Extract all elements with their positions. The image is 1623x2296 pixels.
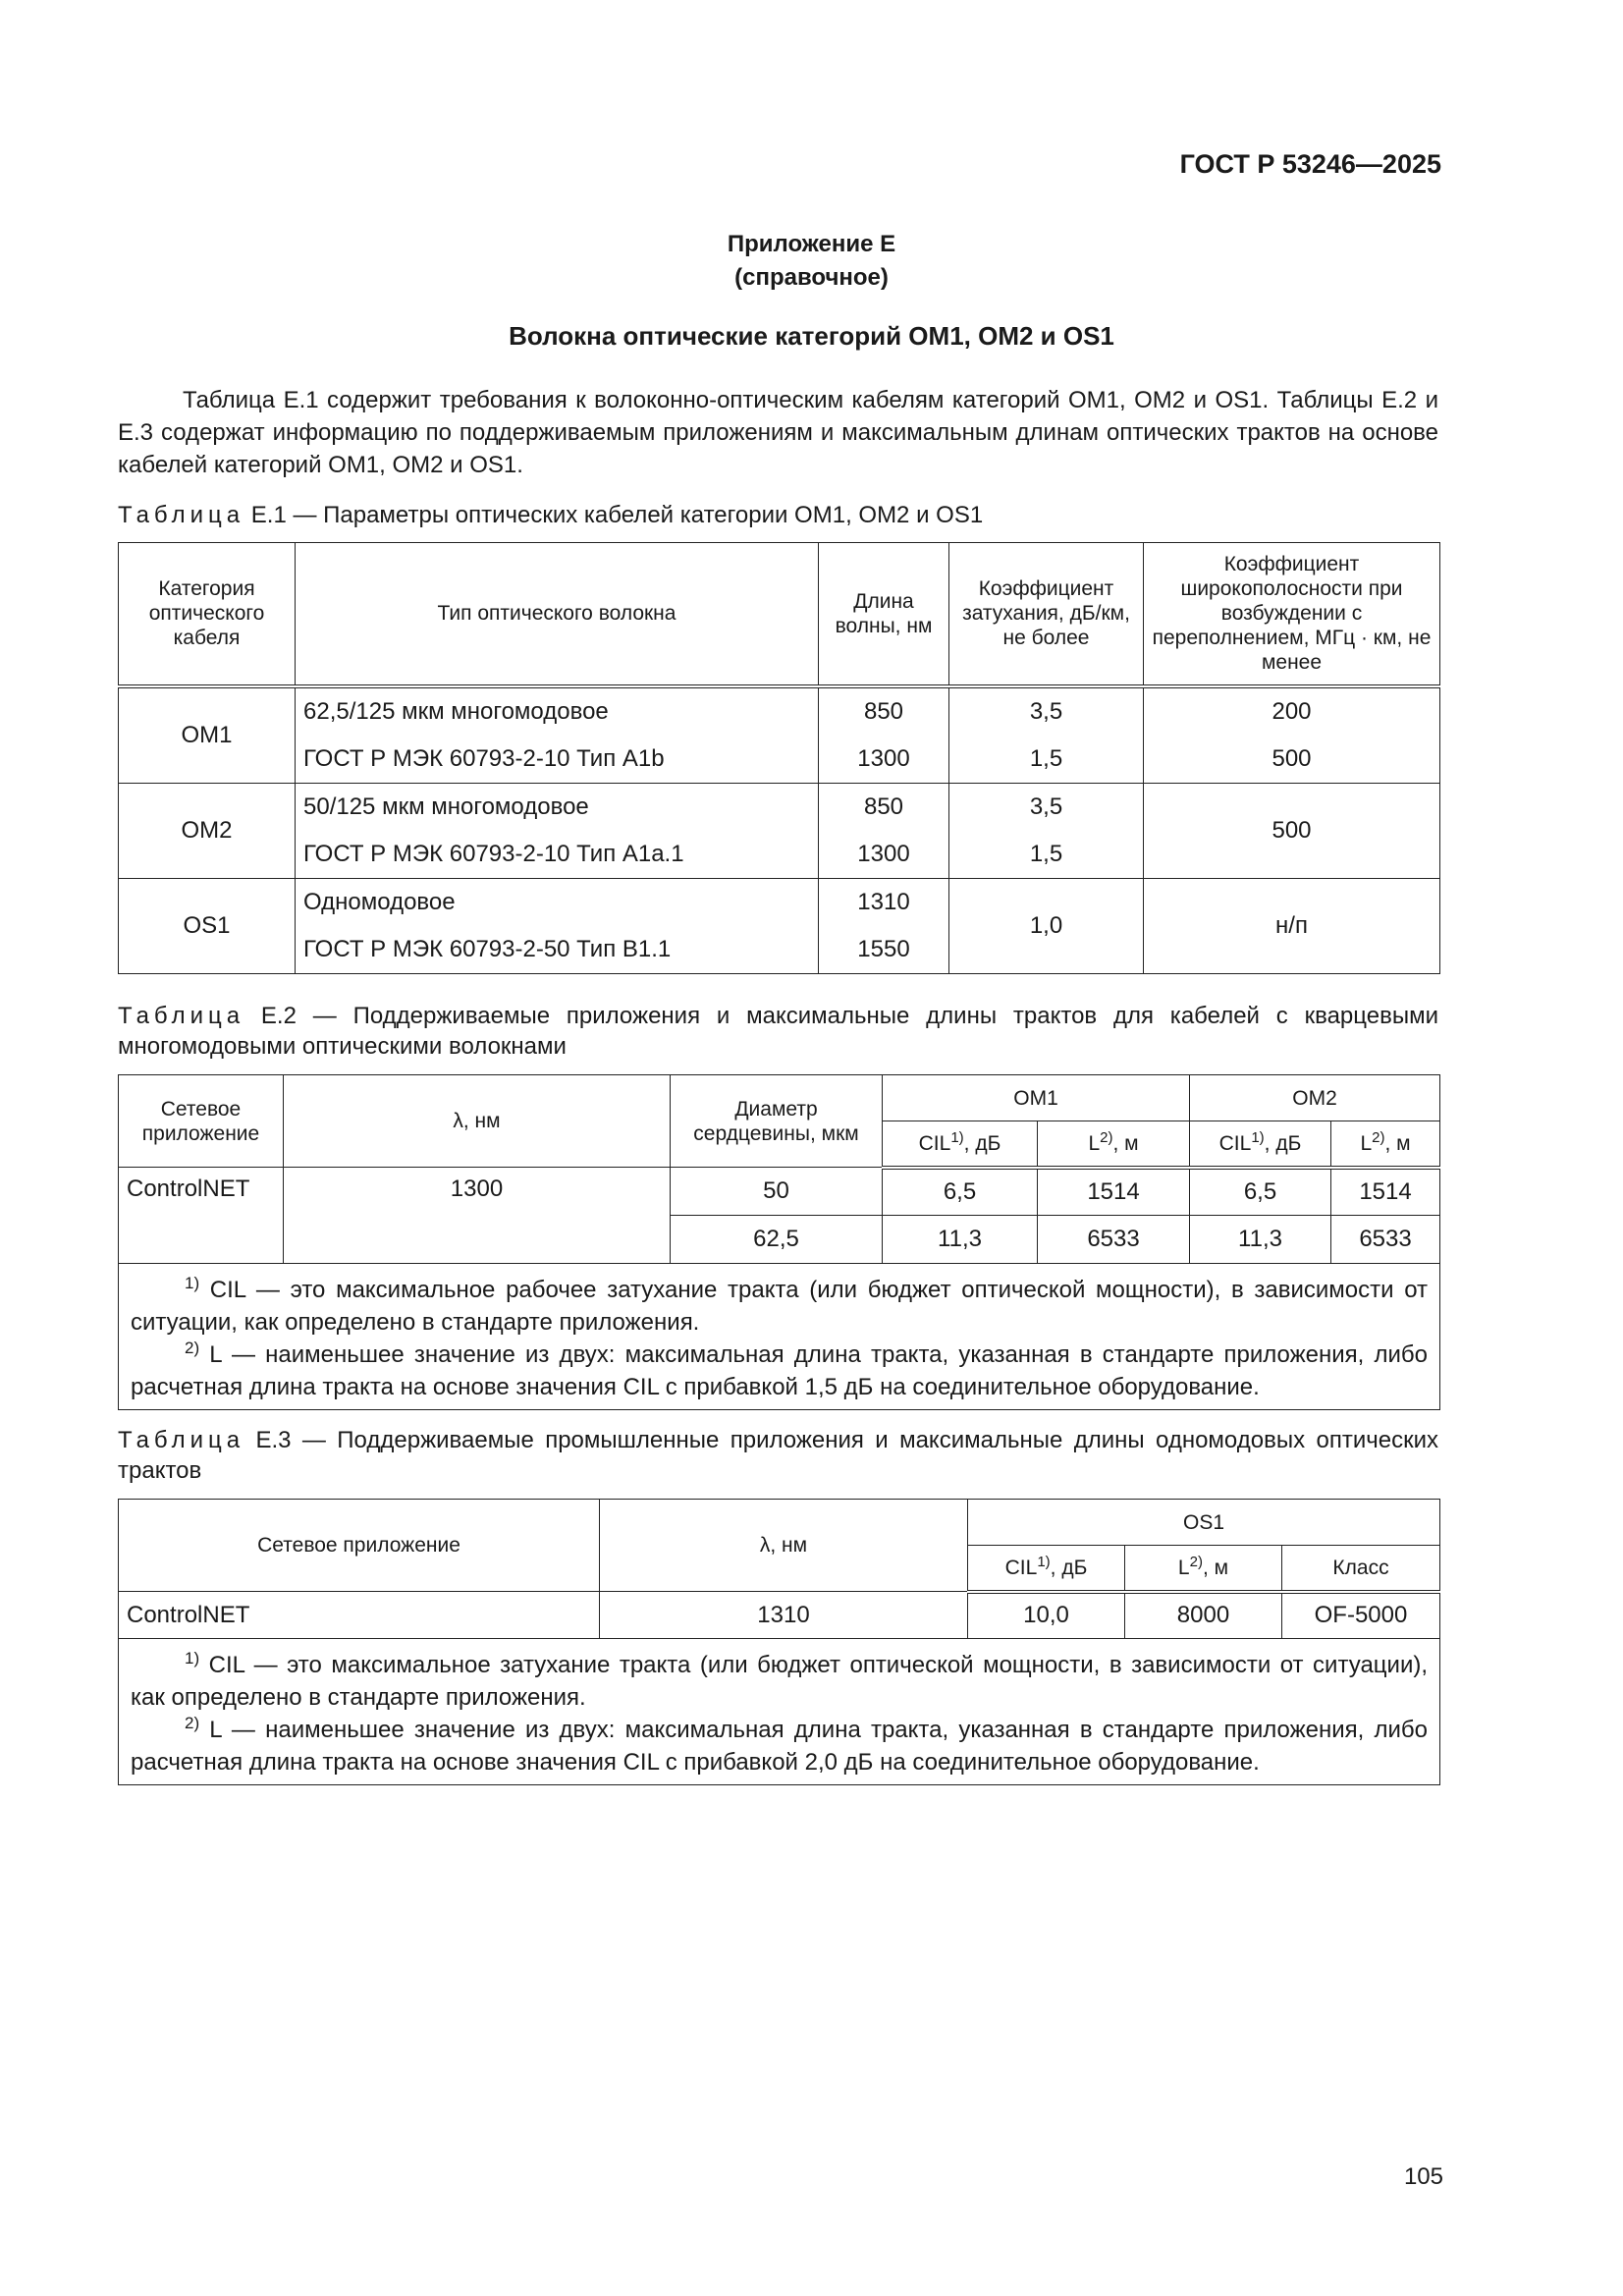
header-wavelength: Длина волны, нм bbox=[819, 543, 949, 686]
om1-l-cell: 6533 bbox=[1038, 1216, 1190, 1264]
header-bandwidth: Коэффициент широкополосности при возбуждении с переполнением, МГц · км, не менее bbox=[1144, 543, 1440, 686]
header-om2-cil: CIL$^{1)}$, дБ bbox=[1190, 1121, 1331, 1168]
table-e3 bbox=[118, 1499, 1440, 1785]
om2-l-cell: 1514 bbox=[1331, 1168, 1440, 1216]
standard-cell: ГОСТ Р МЭК 60793-2-10 Тип А1b bbox=[296, 736, 819, 784]
core-cell: 50 bbox=[671, 1168, 883, 1216]
om1-cil-cell: 6,5 bbox=[883, 1168, 1038, 1216]
table-header-row bbox=[119, 1500, 1440, 1546]
table-row bbox=[119, 783, 1440, 831]
header-om1-cil: CIL$^{1)}$, дБ bbox=[883, 1121, 1038, 1168]
intro-paragraph: Таблица Е.1 содержит требования к волоконно-оптическим кабелям категорий ОМ1, ОМ2 и OS1. Таблицы Е.2 и Е.3 содержат информацию по поддерживаемым приложениям и максимальным длинам оптических трактов на основе кабелей категорий ОМ1, ОМ2 и OS1. bbox=[118, 387, 1438, 478]
document-code: ГОСТ Р 53246—2025 bbox=[1179, 149, 1441, 179]
footnote: $^{1)}$ CIL — это максимальное рабочее затухание тракта (или бюджет оптической мощности), в зависимости от ситуации, как определено в стандарте приложения. bbox=[131, 1274, 1429, 1336]
footnote: $^{1)}$ CIL — это максимальное затухание тракта (или бюджет оптической мощности, в зависимости от ситуации), как определено в стандарте приложения. bbox=[131, 1649, 1429, 1711]
table-header-row bbox=[119, 543, 1440, 686]
om2-cil-cell: 6,5 bbox=[1190, 1168, 1331, 1216]
annex-heading bbox=[0, 228, 1623, 295]
header-lambda: λ, нм bbox=[600, 1500, 968, 1592]
footnote: $^{2)}$ L — наименьшее значение из двух: максимальная длина тракта, указанная в стандарте приложения, либо расчетная длина тракта на основе значения CIL с прибавкой 2,0 дБ на соединительное оборудование. bbox=[131, 1714, 1429, 1776]
table-notes bbox=[119, 1639, 1440, 1785]
fiber-cell: Одномодовое bbox=[296, 878, 819, 926]
om2-l-cell: 6533 bbox=[1331, 1216, 1440, 1264]
header-category: Категория оптического кабеля bbox=[119, 543, 296, 686]
attenuation-cell: 1,0 bbox=[949, 878, 1144, 973]
attenuation-cell: 1,5 bbox=[949, 736, 1144, 784]
category-cell: ОМ1 bbox=[119, 686, 296, 784]
bandwidth-cell: н/п bbox=[1144, 878, 1440, 973]
wavelength-cell: 850 bbox=[819, 686, 949, 736]
category-cell: OS1 bbox=[119, 878, 296, 973]
fiber-cell: 50/125 мкм многомодовое bbox=[296, 783, 819, 831]
header-om1: ОМ1 bbox=[883, 1075, 1190, 1121]
header-class: Класс bbox=[1282, 1546, 1440, 1592]
header-network-app: Сетевое приложение bbox=[119, 1075, 284, 1168]
section-title: Волокна оптические категорий ОМ1, ОМ2 и OS1 bbox=[509, 321, 1114, 351]
header-l: $L^{2)}$, м bbox=[1125, 1546, 1282, 1592]
header-attenuation: Коэффициент затухания, дБ/км, не более bbox=[949, 543, 1144, 686]
network-app-cell: ControlNET bbox=[119, 1592, 600, 1639]
attenuation-cell: 1,5 bbox=[949, 831, 1144, 879]
lambda-cell: 1300 bbox=[284, 1168, 671, 1264]
annex-subtitle: (справочное) bbox=[734, 264, 889, 291]
category-cell: ОМ2 bbox=[119, 783, 296, 878]
core-cell: 62,5 bbox=[671, 1216, 883, 1264]
header-os1: OS1 bbox=[968, 1500, 1440, 1546]
table-notes-row bbox=[119, 1264, 1440, 1410]
table-e1 bbox=[118, 542, 1440, 974]
table-notes bbox=[119, 1264, 1440, 1410]
table-row bbox=[119, 686, 1440, 736]
table-notes-row bbox=[119, 1639, 1440, 1785]
om1-cil-cell: 11,3 bbox=[883, 1216, 1038, 1264]
wavelength-cell: 850 bbox=[819, 783, 949, 831]
page-number: 105 bbox=[1403, 2163, 1443, 2190]
table1-caption: Таблица Е.1 — Параметры оптических кабелей категории ОМ1, ОМ2 и OS1 bbox=[118, 502, 984, 528]
wavelength-cell: 1310 bbox=[819, 878, 949, 926]
wavelength-cell: 1300 bbox=[819, 736, 949, 784]
table-row bbox=[119, 878, 1440, 926]
annex-title: Приложение Е bbox=[727, 231, 896, 257]
wavelength-cell: 1550 bbox=[819, 926, 949, 974]
table-e2 bbox=[118, 1074, 1440, 1410]
header-network-app: Сетевое приложение bbox=[119, 1500, 600, 1592]
attenuation-cell: 3,5 bbox=[949, 686, 1144, 736]
om2-cil-cell: 11,3 bbox=[1190, 1216, 1331, 1264]
network-app-cell: ControlNET bbox=[119, 1168, 284, 1264]
l-cell: 8000 bbox=[1125, 1592, 1282, 1639]
table2-caption: Таблица Е.2 — Поддерживаемые приложения и максимальные длины трактов для кабелей с кварцевыми многомодовыми оптическими волокнами bbox=[118, 1003, 1438, 1060]
attenuation-cell: 3,5 bbox=[949, 783, 1144, 831]
header-lambda: λ, нм bbox=[284, 1075, 671, 1168]
table-row bbox=[119, 1168, 1440, 1216]
wavelength-cell: 1300 bbox=[819, 831, 949, 879]
bandwidth-cell: 500 bbox=[1144, 783, 1440, 878]
table-header-row bbox=[119, 1075, 1440, 1121]
cil-cell: 10,0 bbox=[968, 1592, 1125, 1639]
standard-cell: ГОСТ Р МЭК 60793-2-50 Тип В1.1 bbox=[296, 926, 819, 974]
bandwidth-cell: 200 bbox=[1144, 686, 1440, 736]
header-om2-l: $L^{2)}$, м bbox=[1331, 1121, 1440, 1168]
table-row bbox=[119, 1592, 1440, 1639]
header-cil: CIL$^{1)}$, дБ bbox=[968, 1546, 1125, 1592]
fiber-cell: 62,5/125 мкм многомодовое bbox=[296, 686, 819, 736]
header-core-diameter: Диаметр сердцевины, мкм bbox=[671, 1075, 883, 1168]
table3-caption: Таблица Е.3 — Поддерживаемые промышленные приложения и максимальные длины одномодовых оптических трактов bbox=[118, 1427, 1438, 1484]
class-cell: OF-5000 bbox=[1282, 1592, 1440, 1639]
standard-cell: ГОСТ Р МЭК 60793-2-10 Тип А1а.1 bbox=[296, 831, 819, 879]
header-fiber-type: Тип оптического волокна bbox=[296, 543, 819, 686]
bandwidth-cell: 500 bbox=[1144, 736, 1440, 784]
lambda-cell: 1310 bbox=[600, 1592, 968, 1639]
om1-l-cell: 1514 bbox=[1038, 1168, 1190, 1216]
header-om1-l: $L^{2)}$, м bbox=[1038, 1121, 1190, 1168]
footnote: $^{2)}$ L — наименьшее значение из двух: максимальная длина тракта, указанная в стандарте приложения, либо расчетная длина тракта на основе значения CIL с прибавкой 1,5 дБ на соединительное оборудование. bbox=[131, 1339, 1429, 1400]
header-om2: ОМ2 bbox=[1190, 1075, 1440, 1121]
table-row bbox=[119, 736, 1440, 784]
